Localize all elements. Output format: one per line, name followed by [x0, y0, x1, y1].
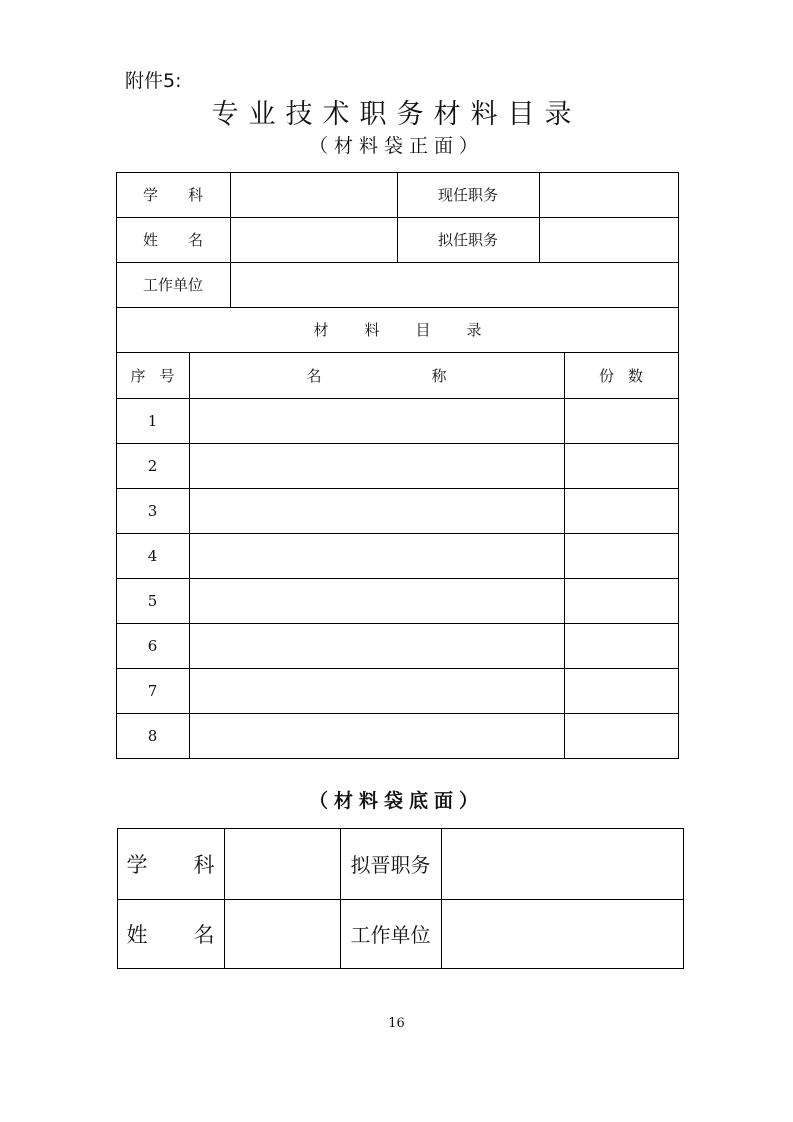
- proposed-promotion-field[interactable]: [442, 829, 683, 899]
- back-subject-label: 学 科: [126, 852, 215, 877]
- row-index: 7: [147, 681, 158, 700]
- current-position-label: 现任职务: [437, 186, 498, 204]
- name-field[interactable]: [231, 218, 397, 262]
- page-number: 16: [388, 1016, 405, 1031]
- row-copies-field[interactable]: [565, 489, 678, 533]
- back-subject-field[interactable]: [225, 829, 340, 899]
- row-copies-field[interactable]: [565, 714, 678, 758]
- column-header-index: 序 号: [130, 366, 175, 385]
- attachment-label: 附件5:: [125, 70, 182, 92]
- proposed-position-field[interactable]: [540, 218, 678, 262]
- row-index: 4: [147, 546, 158, 565]
- row-name-field[interactable]: [190, 624, 564, 668]
- front-caption: （材料袋正面）: [308, 135, 484, 157]
- back-work-unit-field[interactable]: [442, 900, 683, 968]
- row-index: 1: [147, 411, 158, 430]
- row-copies-field[interactable]: [565, 399, 678, 443]
- row-copies-field[interactable]: [565, 579, 678, 623]
- row-name-field[interactable]: [190, 534, 564, 578]
- proposed-position-label: 拟任职务: [437, 231, 498, 249]
- back-name-field[interactable]: [225, 900, 340, 968]
- back-caption: （材料袋底面）: [308, 790, 484, 812]
- row-copies-field[interactable]: [565, 444, 678, 488]
- back-name-label: 姓 名: [126, 922, 215, 947]
- subject-field[interactable]: [231, 173, 397, 217]
- row-index: 3: [147, 501, 158, 520]
- row-index: 8: [147, 726, 158, 745]
- name-label: 姓 名: [142, 231, 204, 249]
- row-index: 6: [147, 636, 158, 655]
- row-name-field[interactable]: [190, 579, 564, 623]
- row-name-field[interactable]: [190, 444, 564, 488]
- subject-label: 学 科: [142, 186, 204, 204]
- row-name-field[interactable]: [190, 399, 564, 443]
- work-unit-label: 工作单位: [142, 276, 203, 294]
- column-header-name: 名 称: [306, 366, 447, 385]
- row-name-field[interactable]: [190, 669, 564, 713]
- current-position-field[interactable]: [540, 173, 678, 217]
- row-index: 2: [147, 456, 158, 475]
- row-copies-field[interactable]: [565, 534, 678, 578]
- back-work-unit-label: 工作单位: [350, 923, 431, 947]
- row-name-field[interactable]: [190, 489, 564, 533]
- row-name-field[interactable]: [190, 714, 564, 758]
- page-title: 专业技术职务材料目录: [211, 99, 582, 130]
- row-copies-field[interactable]: [565, 669, 678, 713]
- work-unit-field[interactable]: [231, 263, 678, 307]
- catalog-heading: 材 料 目 录: [313, 321, 482, 339]
- row-copies-field[interactable]: [565, 624, 678, 668]
- column-header-copies: 份 数: [598, 366, 644, 385]
- proposed-promotion-label: 拟晋职务: [350, 853, 431, 877]
- row-index: 5: [147, 591, 158, 610]
